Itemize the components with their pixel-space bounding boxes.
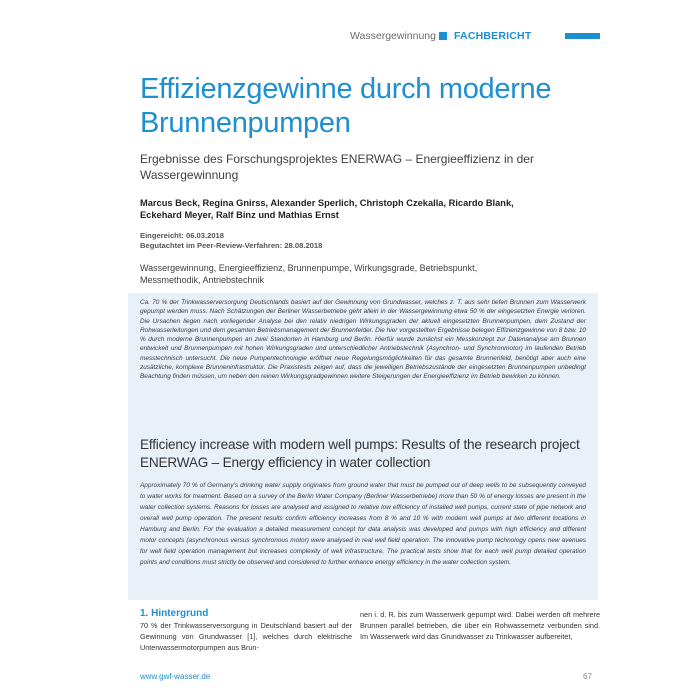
article-dates [140,231,440,251]
section-heading: 1. Hintergrund [140,608,209,619]
english-title: Efficiency increase with modern well pumps: Results of the research project ENERWAG – Energy efficiency in water collection [140,437,580,470]
header-label: FACHBERICHT [454,30,532,42]
page-header [0,30,700,44]
abstract-english: Approximately 70 % of Germany's drinking water supply originates from ground water that must be pumped out of deep wells to be subsequently conveyed to water works for treatment. Based on a survey of the Berlin Water Company (Berliner Wasserbetriebe) more than 50 % of energy losses are present in the water collection systems. Reasons for losses are analysed and assigned to relative low efficiency of installed well pumps, current state of pipe network and overall well pump operation. The present results confirm efficiency increases from 8 % and 10 % with modern well pumps at two different locations in Hamburg and Berlin. For the evaluation a detailed measurement concept for data analysis was developed and pumps with high efficiency and different motor concepts (asynchronous versus synchronous motor) were analysed in real well field operation. The innovative pump technology opens new avenues for well field operation management but increases complexity of well infrastructure. The practical tests show that for each well pump detailed operation points and conditions must strictly be observed and considered to further enhance energy efficiency in the water collection system. [140,482,586,566]
header-square-marker [439,32,447,40]
page-number: 67 [583,672,592,681]
body-column-left: 70 % der Trinkwasserversorgung in Deutschland basiert auf der Gewinnung von Grundwasser [1], welches durch elektrische Unterwassermotorpumpen aus Brun- [140,621,352,652]
article-keywords: Wassergewinnung, Energieeffizienz, Brunnenpumpe, Wirkungsgrade, Betriebspunkt, Messmethodik, Antriebstechnik [140,263,478,285]
article-title: Effizienzgewinne durch moderne Brunnenpumpen [140,73,552,139]
header-section: Wassergewinnung [350,30,436,42]
received-date: Eingereicht: 06.03.2018 [140,231,224,240]
reviewed-date: Begutachtet im Peer-Review-Verfahren: 28.08.2018 [140,241,323,250]
body-column-right: nen i. d. R. bis zum Wasserwerk gepumpt wird. Dabei werden oft mehrere Brunnen parallel betrieben, die über ein Rohwassernetz verbunden sind. Im Wasserwerk wird das Grundwasser zu Trinkwasser aufbereitet, [360,610,600,642]
footer-url-link[interactable]: www.gwf-wasser.de [140,672,211,681]
article-subtitle: Ergebnisse des Forschungsprojektes ENERWAG – Energieeffizienz in der Wassergewinnung [140,152,534,182]
header-accent-bar [565,33,600,39]
article-authors: Marcus Beck, Regina Gnirss, Alexander Sperlich, Christoph Czekalla, Ricardo Blank, Eckehard Meyer, Ralf Binz und Mathias Ernst [140,198,514,220]
abstract-german: Ca. 70 % der Trinkwasserversorgung Deutschlands basiert auf der Gewinnung von Grundwasser, welches z. T. aus sehr tiefen Brunnen zum Wasserwerk gepumpt werden muss. Nach Schätzungen der Berliner Wasserbetriebe geht allein in der Wassergewinnung etwa 50 % der eingesetzten Energie verloren. Die Ursachen liegen nach vorliegender Analyse bei den relativ niedrigen Wirkungsgraden der aktuell eingesetzten Brunnenpumpen, dem Zustand der Rohwasserleitungen und dem gesamten Betriebsmanagement der Brunnenfelder. Die hier vorgestellten Ergebnisse belegen Effizienzgewinne von 8 bzw. 10 % durch moderne Brunnenpumpen an zwei Standorten in Hamburg und Berlin. Hierfür wurde zunächst ein Messkonzept zur Datenanalyse am Brunnen entwickelt und Brunnenpumpen mit hohen Wirkungsgraden und unterschiedlicher Antriebstechnik (Asynchron- und Synchronmotor) im laufenden Betrieb messtechnisch untersucht. Die neue Pumpentechnologie eröffnet neue Regelungsmöglichkeiten für das gesamte Brunnenfeld, benötigt aber auch eine zusätzliche, komplexe Brunneninfrastruktur. Die Praxistests zeigen auf, dass die jeweiligen Betriebszustände der eingesetzten Brunnenpumpen unbedingt Beachtung finden müssen, um neben den reinen Wirkungsgradgewinnen weitere Steigerungen der Energieeffizienz im Betrieb bewirken zu können. [140,299,586,381]
